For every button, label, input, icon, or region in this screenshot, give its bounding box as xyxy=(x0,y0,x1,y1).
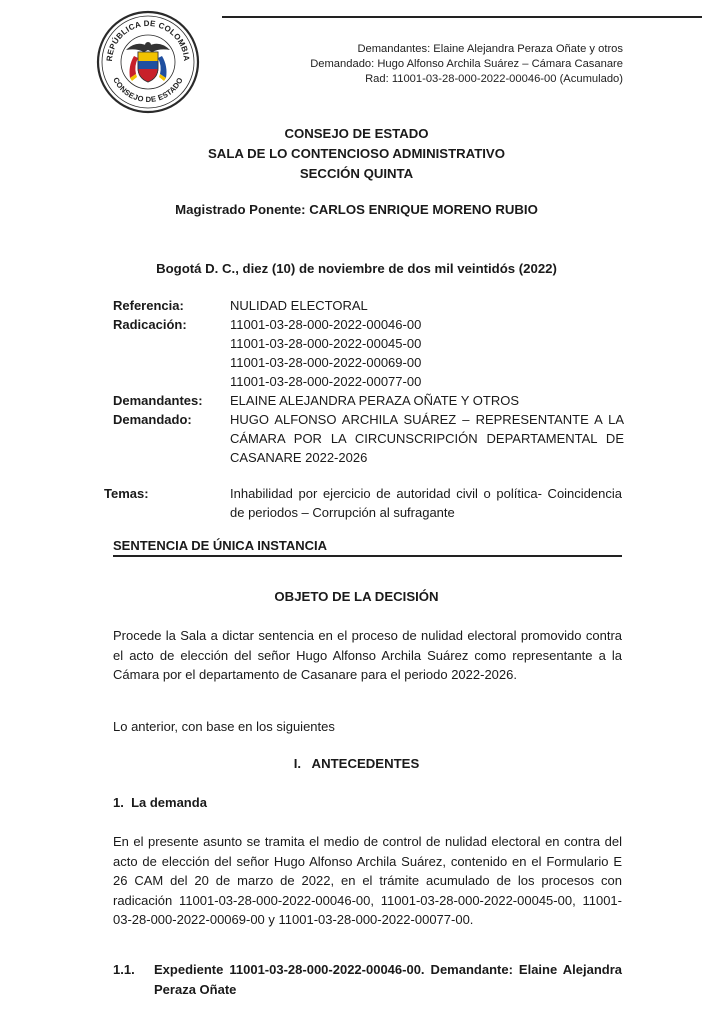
demandado-value: HUGO ALFONSO ARCHILA SUÁREZ – REPRESENTANTE A LA CÁMARA POR LA CIRCUNSCRIPCIÓN DEPARTAMENTAL DE CASANARE 2022-2026 xyxy=(230,412,624,465)
seal-bottom-text: CONSEJO DE ESTADO xyxy=(111,75,185,105)
demandado-label: Demandado: xyxy=(113,412,192,427)
demandantes-label: Demandantes: xyxy=(113,393,203,408)
radicacion-label: Radicación: xyxy=(113,317,187,332)
reference-block xyxy=(113,296,624,467)
objeto-heading: OBJETO DE LA DECISIÓN xyxy=(274,589,439,604)
referencia-value: NULIDAD ELECTORAL xyxy=(230,298,368,313)
la-demanda-heading: 1. La demanda xyxy=(113,795,207,810)
running-header xyxy=(310,42,623,87)
temas-value: Inhabilidad por ejercicio de autoridad civil o política- Coincidencia de periodos – Corrupción al sufragante xyxy=(230,486,622,520)
radicacion-item: 11001-03-28-000-2022-00069-00 xyxy=(230,355,422,370)
radicacion-item: 11001-03-28-000-2022-00077-00 xyxy=(230,374,422,389)
consejo-de-estado-seal-icon xyxy=(96,10,200,114)
radicacion-item: 11001-03-28-000-2022-00045-00 xyxy=(230,336,422,351)
radicacion-item: 11001-03-28-000-2022-00046-00 xyxy=(230,317,422,332)
seal-top-text: REPÚBLICA DE COLOMBIA xyxy=(104,18,192,62)
antecedentes-paragraph: En el presente asunto se tramita el medio de control de nulidad electoral en contra del acto de elección del señor Hugo Alfonso Archila Suárez, contenido en el Formulario E 26 CAM del 20 de marzo de 2022, en el trámite acumulado de los procesos con radicación 11001-03-28-000-2022-00046-00, 11001-03-28-000-2022-00045-00, 11001-03-28-000-2022-00069-00 y 11001-03-28-000-2022-00077-00. xyxy=(113,834,622,927)
objeto-paragraph-2: Lo anterior, con base en los siguientes xyxy=(113,719,335,734)
title-sala: SALA DE LO CONTENCIOSO ADMINISTRATIVO xyxy=(208,146,505,161)
temas-block xyxy=(104,484,622,522)
antecedentes-heading: I. ANTECEDENTES xyxy=(293,756,420,771)
title-seccion: SECCIÓN QUINTA xyxy=(299,166,414,181)
demandantes-value: ELAINE ALEJANDRA PERAZA OÑATE Y OTROS xyxy=(230,393,519,408)
objeto-paragraph: Procede la Sala a dictar sentencia en el proceso de nulidad electoral promovido contra el acto de elección del señor Hugo Alfonso Archila Suárez como representante a la Cámara por el departamento de Casanare para el periodo 2022-2026. xyxy=(113,628,622,682)
radicacion-list xyxy=(230,315,624,391)
referencia-label: Referencia: xyxy=(113,298,184,313)
header-radicado: Rad: 11001-03-28-000-2022-00046-00 (Acumulado) xyxy=(365,73,623,85)
magistrado-ponente: Magistrado Ponente: CARLOS ENRIQUE MORENO RUBIO xyxy=(175,202,538,217)
expediente-heading xyxy=(113,960,622,1000)
expediente-number: 1.1. xyxy=(113,962,135,977)
header-rule xyxy=(222,16,702,18)
expediente-text: Expediente 11001-03-28-000-2022-00046-00. Demandante: Elaine Alejandra Peraza Oñate xyxy=(154,962,622,997)
sentencia-heading: SENTENCIA DE ÚNICA INSTANCIA xyxy=(113,538,622,557)
header-demandantes: Demandantes: Elaine Alejandra Peraza Oñate y otros xyxy=(357,43,623,55)
header-demandado: Demandado: Hugo Alfonso Archila Suárez – Cámara Casanare xyxy=(310,58,623,70)
temas-label: Temas: xyxy=(104,486,149,501)
fecha: Bogotá D. C., diez (10) de noviembre de dos mil veintidós (2022) xyxy=(156,261,557,276)
title-consejo: CONSEJO DE ESTADO xyxy=(284,126,429,141)
